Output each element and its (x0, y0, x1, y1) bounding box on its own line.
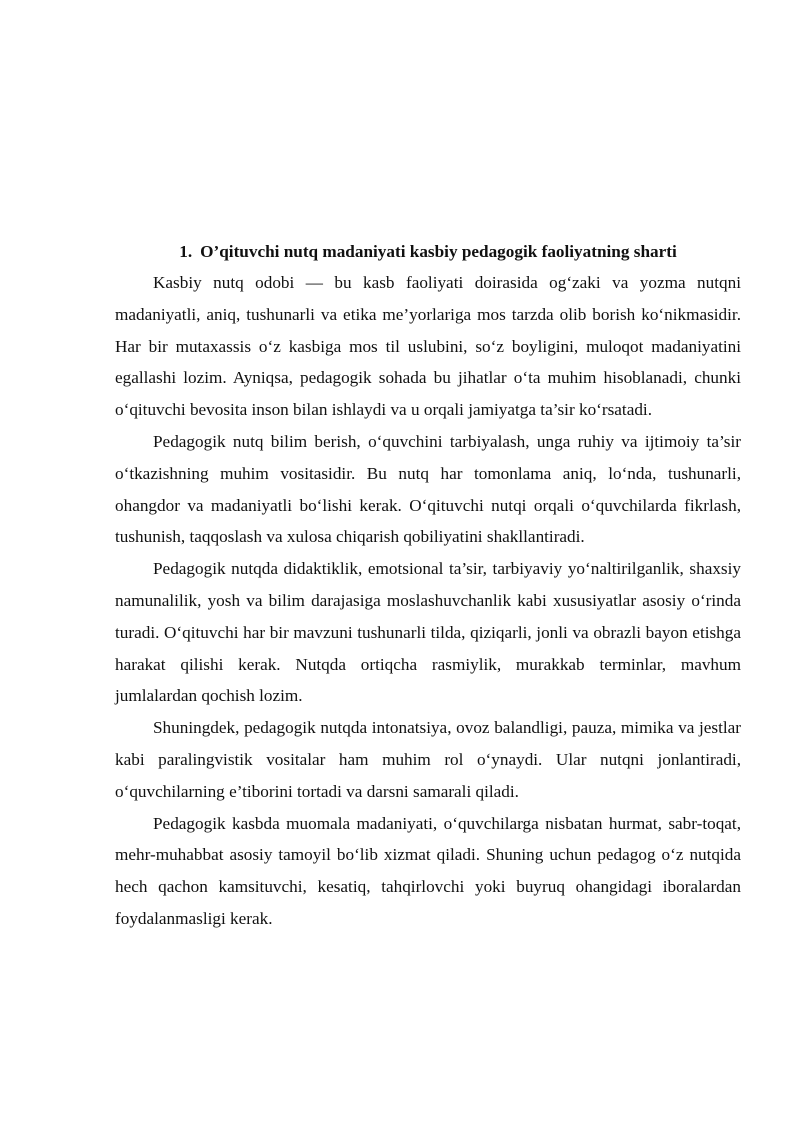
paragraph-3: Pedagogik nutqda didaktiklik, emotsional ta’sir, tarbiyaviy yo‘naltirilganlik, shaxsiy namunalilik, yosh va bilim darajasiga moslashuvchanlik kabi xususiyatlar asosiy o‘rinda turadi. O‘qituvchi har bir mavzuni tushunarli tilda, qiziqarli, jonli va obrazli bayon etishga harakat qilishi kerak. Nutqda ortiqcha rasmiylik, murakkab terminlar, mavhum jumlalardan qochish lozim. (115, 559, 741, 706)
document-page (115, 236, 741, 935)
paragraph-2: Pedagogik nutq bilim berish, o‘quvchini tarbiyalash, unga ruhiy va ijtimoiy ta’sir o‘tkazishning muhim vositasidir. Bu nutq har tomonlama aniq, lo‘nda, tushunarli, ohangdor va madaniyatli bo‘lishi kerak. O‘qituvchi nutqi orqali o‘quvchilarda fikrlash, tushunish, taqqoslash va xulosa chiqarish qobiliyatini shakllantiradi. (115, 431, 741, 547)
section-heading (115, 236, 741, 267)
section-number: 1. (179, 242, 193, 261)
paragraph-4: Shuningdek, pedagogik nutqda intonatsiya, ovoz balandligi, pauza, mimika va jestlar kabi paralingvistik vositalar ham muhim rol o‘ynaydi. Ular nutqni jonlantiradi, o‘quvchilarning e’tiborini tortadi va darsni samarali qiladi. (115, 718, 741, 801)
paragraph-1: Kasbiy nutq odobi — bu kasb faoliyati doirasida og‘zaki va yozma nutqni madaniyatli, aniq, tushunarli va etika me’yorlariga mos tarzda olib borish ko‘nikmasidir. Har bir mutaxassis o‘z kasbiga mos til uslubini, so‘z boyligini, muloqot madaniyatini egallashi lozim. Ayniqsa, pedagogik sohada bu jihatlar o‘ta muhim hisoblanadi, chunki o‘qituvchi bevosita inson bilan ishlaydi va u orqali jamiyatga ta’sir ko‘rsatadi. (115, 273, 741, 420)
section-title: O’qituvchi nutq madaniyati kasbiy pedagogik faoliyatning sharti (200, 242, 677, 261)
paragraph-5: Pedagogik kasbda muomala madaniyati, o‘quvchilarga nisbatan hurmat, sabr-toqat, mehr-muhabbat asosiy tamoyil bo‘lib xizmat qiladi. Shuning uchun pedagog o‘z nutqida hech qachon kamsituvchi, kesatiq, tahqirlovchi yoki buyruq ohangidagi iboralardan foydalanmasligi kerak. (115, 813, 741, 928)
